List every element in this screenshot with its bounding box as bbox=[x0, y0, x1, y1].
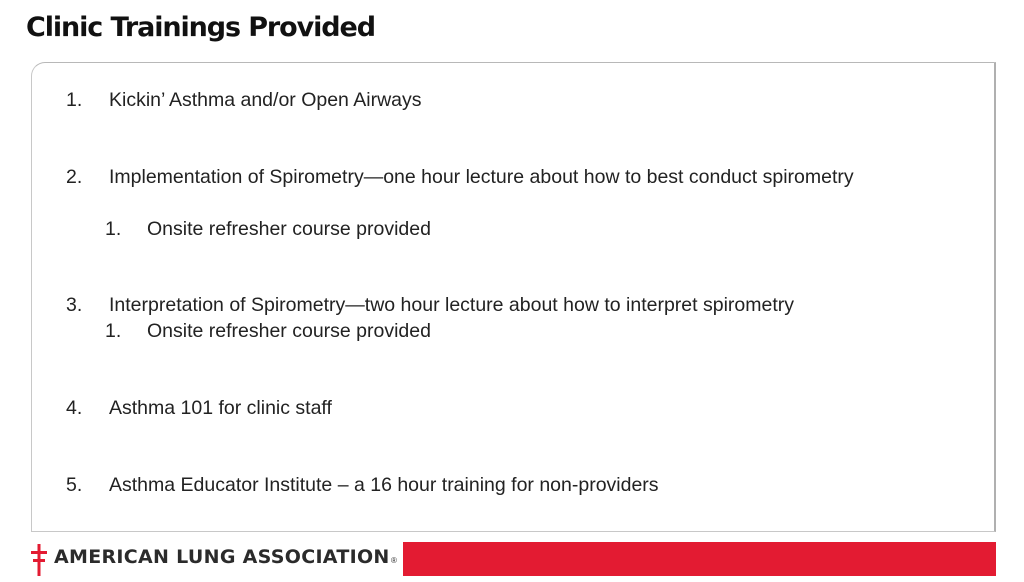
brand-logo-text: AMERICAN LUNG ASSOCIATION bbox=[54, 546, 390, 568]
registered-mark: ® bbox=[391, 556, 397, 565]
list-text: Asthma Educator Institute – a 16 hour training for non-providers bbox=[109, 474, 659, 496]
page-title: Clinic Trainings Provided bbox=[26, 12, 375, 43]
sub-list-number: 1. bbox=[105, 218, 122, 240]
sub-list-text: Onsite refresher course provided bbox=[147, 218, 431, 240]
list-number: 2. bbox=[66, 166, 83, 188]
list-text: Implementation of Spirometry—one hour lecture about how to best conduct spirometry bbox=[109, 166, 854, 188]
list-number: 1. bbox=[66, 89, 83, 111]
list-text: Asthma 101 for clinic staff bbox=[109, 397, 332, 419]
list-number: 3. bbox=[66, 294, 83, 316]
sub-list-text: Onsite refresher course provided bbox=[147, 320, 431, 342]
content-panel bbox=[31, 62, 996, 532]
double-barred-cross-icon bbox=[30, 544, 48, 582]
list-text: Interpretation of Spirometry—two hour lecture about how to interpret spirometry bbox=[109, 294, 794, 316]
brand-color-bar bbox=[403, 542, 996, 576]
list-number: 4. bbox=[66, 397, 83, 419]
footer-bar bbox=[0, 538, 1024, 576]
list-number: 5. bbox=[66, 474, 83, 496]
sub-list-number: 1. bbox=[105, 320, 122, 342]
list-text: Kickin’ Asthma and/or Open Airways bbox=[109, 89, 422, 111]
